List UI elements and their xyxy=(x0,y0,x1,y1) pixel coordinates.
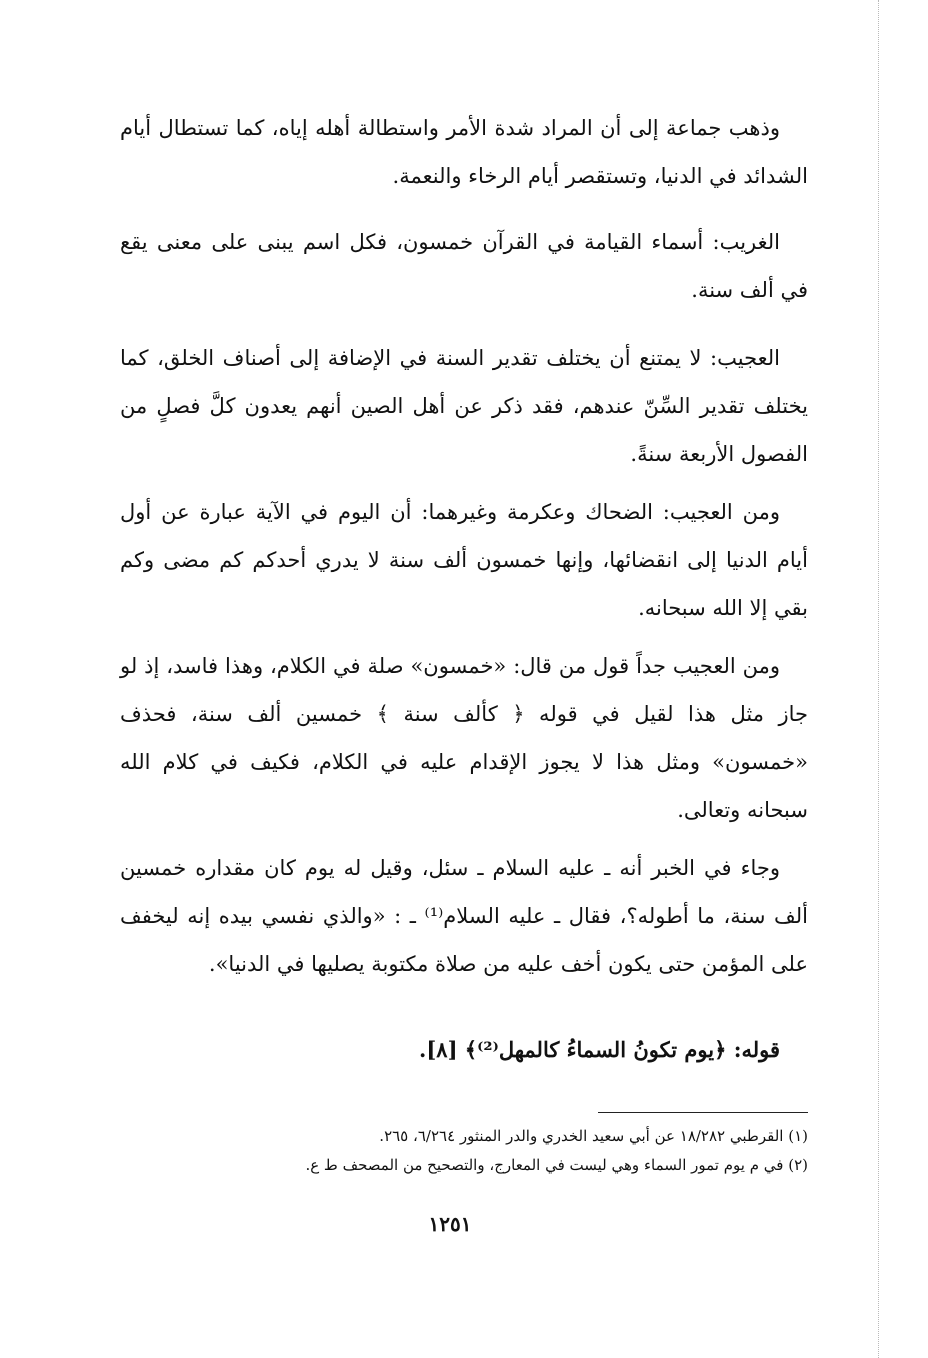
paragraph-4-min-al-ajib: ومن العجيب: الضحاك وعكرمة وغيرهما: أن اليوم في الآية عبارة عن أول أيام الدنيا إلى انقضائها، وإنها خمسون ألف سنة لا يدري أحدكم كم مضى وكم بقي إلا الله سبحانه. xyxy=(120,500,808,620)
footnotes xyxy=(120,1122,808,1180)
paragraph-1: وذهب جماعة إلى أن المراد شدة الأمر واستطالة أهله إياه، كما تستطال أيام الشدائد في الدنيا، وتستقصر أيام الرخاء والنعمة. xyxy=(120,116,808,188)
footnote-2: (٢) في م يوم تمور السماء وهي ليست في المعارج، والتصحيح من المصحف ط ع. xyxy=(305,1156,808,1174)
paragraph-2-gharib: الغريب: أسماء القيامة في القرآن خمسون، فكل اسم يبنى على معنى يقع في ألف سنة. xyxy=(120,230,808,302)
scan-margin-line xyxy=(878,0,879,1358)
footnote-1: (١) القرطبي ١٨/٢٨٢ عن أبي سعيد الخدري والدر المنثور ٦/٢٦٤، ٢٦٥. xyxy=(379,1127,808,1145)
page-number: ١٢٥١ xyxy=(428,1212,472,1236)
footnote-divider xyxy=(598,1112,808,1113)
paragraph-6-hadith: وجاء في الخبر أنه ـ عليه السلام ـ سئل، وقيل له يوم كان مقداره خمسين ألف سنة، ما أطوله؟، فقال ـ عليه السلام⁽¹⁾ ـ : «والذي نفسي بيده إنه ليخفف على المؤمن حتى يكون أخف عليه من صلاة مكتوبة يصليها في الدنيا». xyxy=(120,856,809,976)
verse-heading: قوله: ﴿يوم تكونُ السماءُ كالمهل⁽²⁾﴾ [٨]. xyxy=(419,1037,780,1062)
paragraph-5-ajib-jiddan: ومن العجيب جداً قول من قال: «خمسون» صلة في الكلام، وهذا فاسد، إذ لو جاز مثل هذا لقيل في قوله ﴿ كألف سنة ﴾ خمسين ألف سنة، فحذف «خمسون» ومثل هذا لا يجوز الإقدام عليه في الكلام، فكيف في كلام الله سبحانه وتعالى. xyxy=(120,654,808,822)
paragraph-3-ajib: العجيب: لا يمتنع أن يختلف تقدير السنة في الإضافة إلى أصناف الخلق، كما يختلف تقدير السِّنّ عندهم، فقد ذكر عن أهل الصين أنهم يعدون كلَّ فصلٍ من الفصول الأربعة سنةً. xyxy=(120,346,808,466)
